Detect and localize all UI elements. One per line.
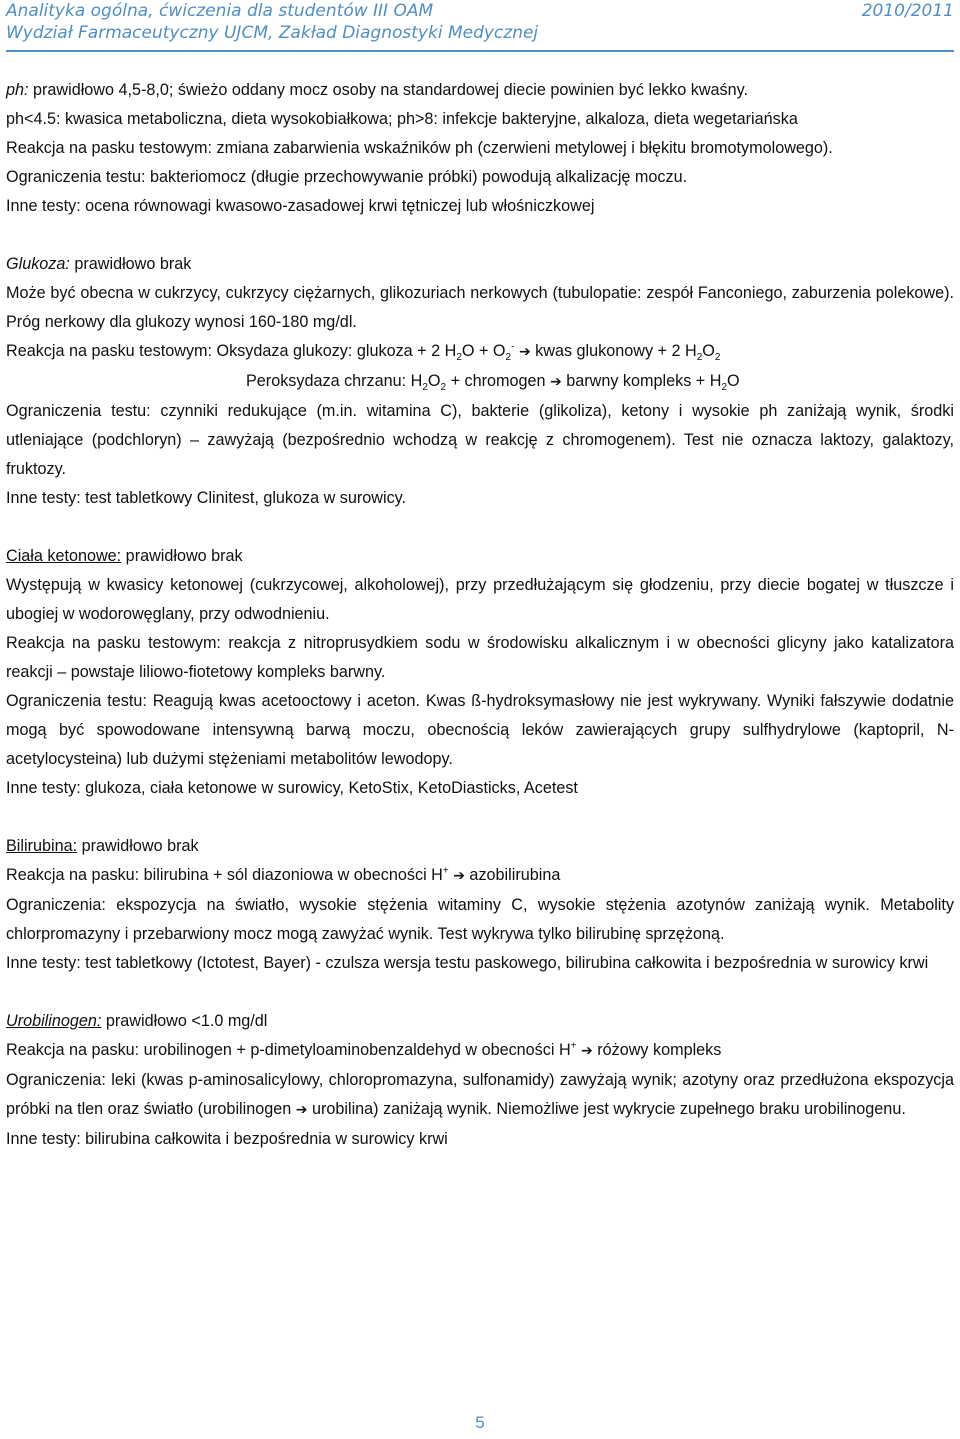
subscript: 2 (440, 382, 447, 394)
urobilinogen-limitations (6, 1066, 954, 1125)
reaction-text: O (427, 372, 441, 390)
ph-range: ph<4.5: kwasica metaboliczna, dieta wysokobiałkowa; ph>8: infekcje bakteryjne, alkaloza, dieta wegetariańska (6, 110, 798, 128)
glucose-limitations: Ograniczenia testu: czynniki redukujące (m.in. witamina C), bakterie (glikoliza), ketony i wysokie ph zaniżają wynik, środki utleniające (podchloryn) – zawyżają (bezpośrednio wchodzą w reakcję z chromogenem). Test nie oznacza laktozy, galaktozy, fruktozy. (6, 402, 954, 478)
page-number: 5 (475, 1413, 485, 1432)
glucose-reaction-1 (6, 337, 954, 367)
bilirubin-limitations: Ograniczenia: ekspozycja na światło, wysokie stężenia witaminy C, wysokie stężenia azotynów zaniżają wynik. Metabolity chlorpromazyny i przebarwiony mocz mogą zawyżać wynik. Test wykrywa tylko bilirubinę sprzężoną. (6, 896, 954, 943)
reaction-text: różowy kompleks (592, 1041, 722, 1059)
section-gap (6, 803, 954, 832)
ketones-limitations: Ograniczenia testu: Reagują kwas acetooctowy i aceton. Kwas ß-hydroksymasłowy nie jest wykrywany. Wyniki fałszywie dodatnie mogą być spowodowane intensywną barwą moczu, obecnością leków zawierających grupy sulfhydrylowe (kaptopril, N-acetylocysteina) lub dużymi stężeniami metabolitów lewodopy. (6, 692, 954, 768)
superscript: + (570, 1040, 577, 1052)
glucose-occurrence: Może być obecna w cukrzycy, cukrzycy ciężarnych, glikozuriach nerkowych (tubulopatie: zespół Fanconiego, zaburzenia polekowe). Próg nerkowy dla glukozy wynosi 160-180 mg/dl. (6, 284, 954, 331)
ph-other-tests: Inne testy: ocena równowagi kwasowo-zasadowej krwi tętniczej lub włośniczkowej (6, 197, 595, 215)
urobilinogen-normal: prawidłowo <1.0 mg/dl (101, 1012, 268, 1030)
subscript: 2 (505, 352, 512, 364)
header-rule (6, 50, 954, 52)
bilirubin-reaction (6, 861, 954, 891)
reaction-text: O (727, 372, 740, 390)
subscript: 2 (456, 352, 462, 364)
arrow-icon: ➔ (518, 344, 531, 360)
urobilinogen-reaction (6, 1036, 954, 1066)
reaction-text: Reakcja na pasku: urobilinogen + p-dimetyloaminobenzaldehyd w obecności H (6, 1041, 571, 1059)
glucose-normal-line (6, 250, 954, 279)
urobilinogen-other-tests: Inne testy: bilirubina całkowita i bezpośrednia w surowicy krwi (6, 1130, 448, 1148)
limitations-text: Ograniczenia: leki (kwas p-aminosalicylowy, chloropromazyna, sulfonamidy) zawyżają wynik; azotyny oraz przedłużona ekspozycja próbki na tlen oraz światło (urobilinogen (6, 1071, 954, 1118)
urobilinogen-normal-line (6, 1007, 954, 1036)
reaction-text: Reakcja na pasku: bilirubina + sól diazoniowa w obecności H (6, 866, 443, 884)
section-gap (6, 221, 954, 250)
reaction-text: barwny kompleks + H (561, 372, 722, 390)
header-department: Wydział Farmaceutyczny UJCM, Zakład Diagnostyki Medycznej (6, 23, 539, 43)
section-gap (6, 513, 954, 542)
arrow-icon: ➔ (581, 1043, 593, 1059)
ph-normal: prawidłowo 4,5-8,0; świeżo oddany mocz osoby na standardowej diecie powinien być lekko kwaśny. (28, 81, 749, 99)
subscript: 2 (721, 382, 727, 394)
ketones-reaction: Reakcja na pasku testowym: reakcja z nitroprusydkiem sodu w środowisku alkalicznym i w obecności glicyny jako katalizatora reakcji – powstaje liliowo-fiotetowy kompleks barwny. (6, 634, 954, 681)
superscript: - (511, 341, 515, 353)
bilirubin-other-tests: Inne testy: test tabletkowy (Ictotest, Bayer) - czulsza wersja testu paskowego, bilirubina całkowita i bezpośrednia w surowicy krwi (6, 954, 929, 972)
glucose-label: Glukoza: (6, 255, 70, 273)
subscript: 2 (714, 352, 721, 364)
ph-label: ph: (6, 81, 29, 99)
reaction-text: kwas glukonowy + 2 H (530, 342, 697, 360)
ph-limitations: Ograniczenia testu: bakteriomocz (długie przechowywanie próbki) powodują alkalizację moczu. (6, 168, 688, 186)
ketones-normal: prawidłowo brak (121, 547, 243, 565)
bilirubin-normal: prawidłowo brak (77, 837, 199, 855)
ketones-other-tests: Inne testy: glukoza, ciała ketonowe w surowicy, KetoStix, KetoDiasticks, Acetest (6, 779, 578, 797)
reaction-text: O + O (461, 342, 506, 360)
page-header (6, 0, 954, 44)
glucose-normal: prawidłowo brak (69, 255, 192, 273)
ph-normal-line (6, 76, 954, 105)
bilirubin-label: Bilirubina: (6, 837, 78, 855)
glucose-other-tests: Inne testy: test tabletkowy Clinitest, glukoza w surowicy. (6, 489, 407, 507)
glucose-reaction-2 (6, 367, 954, 397)
ketones-occurrence: Występują w kwasicy ketonowej (cukrzycowej, alkoholowej), przy przedłużającym się głodzeniu, przy diecie bogatej w tłuszcze i ubogiej w wodorowęglany, przy odwodnieniu. (6, 576, 954, 623)
section-gap (6, 978, 954, 1007)
reaction-text: Peroksydaza chrzanu: H (246, 372, 423, 390)
ketones-normal-line (6, 542, 954, 571)
ketones-label: Ciała ketonowe: (6, 547, 122, 565)
urobilinogen-label: Urobilinogen: (6, 1012, 102, 1030)
subscript: 2 (422, 382, 428, 394)
header-course-title: Analityka ogólna, ćwiczenia dla studentów III OAM (6, 1, 434, 21)
limitations-text: urobilina) zaniżają wynik. Niemożliwe jest wykrycie zupełnego braku urobilinogenu. (307, 1100, 906, 1118)
reaction-text: + chromogen (446, 372, 551, 390)
ph-reaction: Reakcja na pasku testowym: zmiana zabarwienia wskaźników ph (czerwieni metylowej i błękitu bromotymolowego). (6, 139, 833, 157)
header-academic-year: 2010/2011 (861, 1, 954, 21)
reaction-text: azobilirubina (464, 866, 561, 884)
arrow-icon: ➔ (550, 374, 562, 390)
superscript: + (442, 865, 449, 877)
bilirubin-normal-line (6, 832, 954, 861)
subscript: 2 (696, 352, 703, 364)
document-body (6, 76, 954, 1154)
reaction-text: O (702, 342, 715, 360)
arrow-icon: ➔ (453, 868, 465, 884)
arrow-icon: ➔ (295, 1102, 308, 1118)
reaction-text: Reakcja na pasku testowym: Oksydaza glukozy: glukoza + 2 H (6, 342, 457, 360)
